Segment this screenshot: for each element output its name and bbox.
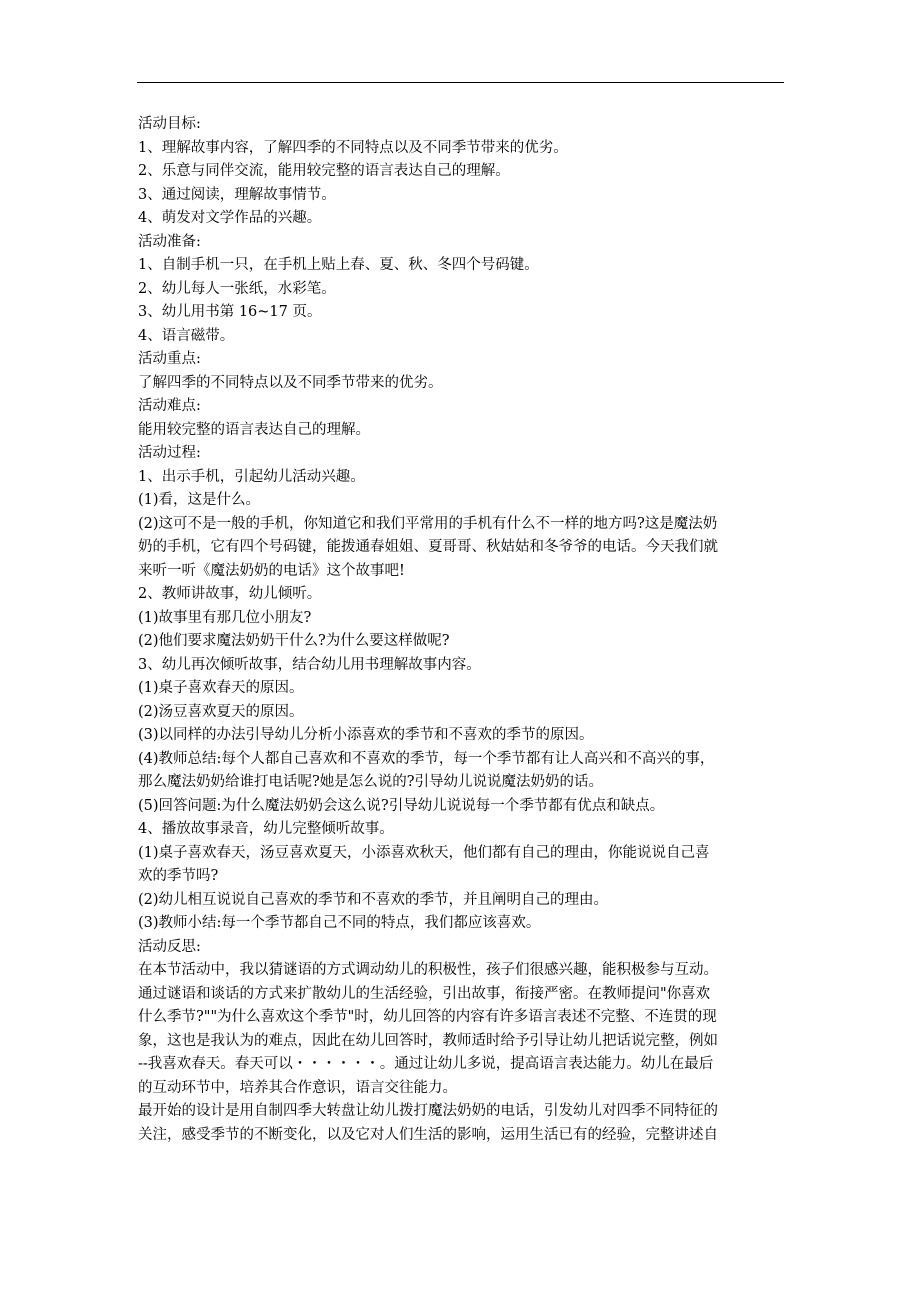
text-line: 活动目标: [138, 116, 201, 132]
text-line: 关注，感受季节的不断变化，以及它对人们生活的影响，运用生活已有的经验，完整讲述自 [138, 1126, 718, 1143]
text-line: 能用较完整的语言表达自己的理解。 [138, 421, 370, 438]
text-line: 4、语言磁带。 [138, 327, 235, 344]
text-line: 3、通过阅读，理解故事情节。 [138, 186, 336, 203]
text-line: (1)看，这是什么。 [138, 492, 261, 508]
text-line: 活动过程: [138, 445, 201, 461]
text-line: (3)以同样的办法引导幼儿分析小添喜欢的季节和不喜欢的季节的原因。 [138, 727, 594, 743]
text-line: 那么魔法奶奶给谁打电话呢?她是怎么说的?引导幼儿说说魔法奶奶的话。 [138, 774, 604, 790]
text-line: 2、乐意与同伴交流，能用较完整的语言表达自己的理解。 [138, 163, 510, 179]
text-line: 活动准备: [138, 233, 201, 250]
text-line: 1、自制手机一只，在手机上贴上春、夏、秋、冬四个号码键。 [138, 257, 539, 273]
text-line: (5)回答问题:为什么魔法奶奶会这么说?引导幼儿说说每一个季节都有优点和缺点。 [138, 797, 665, 814]
text-line: 通过谜语和谈话的方式来扩散幼儿的生活经验，引出故事，衔接严密。在教师提问"你喜欢 [138, 985, 711, 1002]
text-line: 什么季节?""为什么喜欢这个季节"时，幼儿回答的内容有许多语言表述不完整、不连贯的现 [138, 1009, 717, 1025]
text-line: (1)故事里有那几位小朋友? [138, 609, 312, 626]
text-line: 最开始的设计是用自制四季大转盘让幼儿拨打魔法奶奶的电话，引发幼儿对四季不同特征的 [138, 1103, 718, 1119]
text-line: 活动重点: [138, 351, 201, 367]
text-line: (1)桌子喜欢春天，汤豆喜欢夏天，小添喜欢秋天，他们都有自己的理由，你能说说自己喜 [138, 844, 710, 861]
text-line: 4、萌发对文学作品的兴趣。 [138, 210, 322, 226]
text-line: 2、幼儿每人一张纸，水彩笔。 [138, 280, 336, 297]
text-line: 象，这也是我认为的难点，因此在幼儿回答时，教师适时给予引导让幼儿把话说完整，例如 [138, 1032, 718, 1049]
text-line: (1)桌子喜欢春天的原因。 [138, 680, 304, 696]
text-line: 4、播放故事录音，幼儿完整倾听故事。 [138, 821, 394, 837]
text-line: 2、教师讲故事，幼儿倾听。 [138, 586, 322, 602]
text-line: 3、幼儿用书第 16~17 页。 [138, 304, 322, 320]
text-line: 3、幼儿再次倾听故事，结合幼儿用书理解故事内容。 [138, 656, 481, 673]
text-line: 1、出示手机，引起幼儿活动兴趣。 [138, 468, 365, 485]
text-line: (2)这可不是一般的手机，你知道它和我们平常用的手机有什么不一样的地方吗?这是魔法奶 [138, 515, 718, 532]
text-line: 活动反思: [138, 938, 201, 955]
text-line: 欢的季节吗? [138, 868, 219, 884]
document-body [138, 113, 794, 1147]
text-line: 1、理解故事内容，了解四季的不同特点以及不同季节带来的优劣。 [138, 139, 568, 156]
text-line: 在本节活动中，我以猜谜语的方式调动幼儿的积极性，孩子们很感兴趣，能积极参与互动。 [138, 962, 718, 978]
text-line: 来听一听《魔法奶奶的电话》这个故事吧! [138, 562, 405, 579]
text-line: (2)他们要求魔法奶奶干什么?为什么要这样做呢? [138, 633, 450, 649]
header-rule [137, 82, 784, 83]
text-line: 活动难点: [138, 398, 201, 414]
text-line: (2)幼儿相互说说自己喜欢的季节和不喜欢的季节，并且阐明自己的理由。 [138, 891, 609, 908]
text-line: 的互动环节中，培养其合作意识，语言交往能力。 [138, 1079, 457, 1096]
text-line: (2)汤豆喜欢夏天的原因。 [138, 703, 304, 720]
text-line: 了解四季的不同特点以及不同季节带来的优劣。 [138, 374, 443, 391]
text-line: (3)教师小结:每一个季节都自己不同的特点，我们都应该喜欢。 [138, 915, 541, 931]
text-line: --我喜欢春天。春天可以・・・・・・。通过让幼儿多说，提高语言表达能力。幼儿在最后 [138, 1056, 714, 1072]
text-line: (4)教师总结:每个人都自己喜欢和不喜欢的季节，每一个季节都有让人高兴和不高兴的事， [138, 750, 715, 767]
text-line: 奶的手机，它有四个号码键，能拨通春姐姐、夏哥哥、秋姑姑和冬爷爷的电话。今天我们就 [138, 539, 718, 555]
